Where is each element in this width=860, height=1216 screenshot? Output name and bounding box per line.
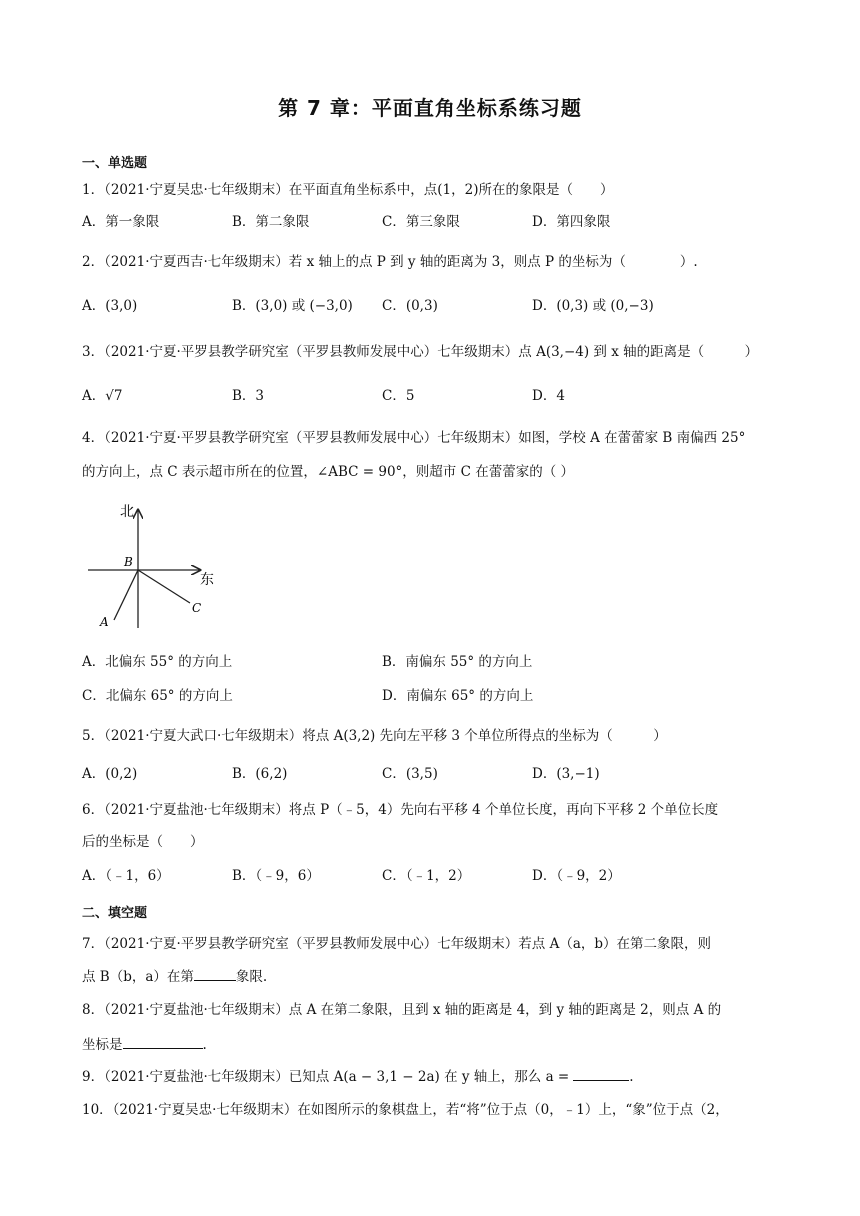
question-8-text-before-blank: 坐标是	[82, 1037, 123, 1053]
page-title: 第 7 章：平面直角坐标系练习题	[278, 96, 582, 120]
question-5-option-d: D．(3,−1)	[532, 766, 600, 782]
question-2-option-b: B．(3,0) 或 (−3,0)	[232, 298, 353, 314]
question-1-option-c: C．第三象限	[382, 214, 460, 230]
question-2-stem: 2．（2021·宁夏西吉·七年级期末）若 x 轴上的点 P 到 y 轴的距离为 3，则点 P 的坐标为（ ）.	[82, 254, 698, 270]
point-a-label: A	[100, 615, 109, 629]
question-3-option-b: B．3	[232, 388, 265, 404]
question-8-stem-line-2	[82, 1034, 207, 1055]
ray-ba	[114, 570, 138, 620]
question-3-option-a: A．√7	[82, 388, 123, 404]
question-1-stem: 1．（2021·宁夏吴忠·七年级期末）在平面直角坐标系中，点(1，2)所在的象限是（ ）	[82, 182, 614, 198]
question-7-stem-line-2	[82, 966, 267, 987]
question-8-answer-blank	[123, 1034, 203, 1049]
question-9-answer-blank	[573, 1066, 629, 1081]
question-7-text-before-blank: 点 B（b，a）在第	[82, 969, 194, 985]
question-4-option-c: C．北偏东 65° 的方向上	[82, 688, 233, 704]
direction-diagram	[82, 500, 232, 639]
question-1-option-d: D．第四象限	[532, 214, 611, 230]
section-heading-single-choice: 一、单选题	[82, 156, 148, 171]
question-6-stem-line-2: 后的坐标是（ ）	[82, 834, 204, 850]
question-5-option-b: B．(6,2)	[232, 766, 288, 782]
question-3-stem: 3．（2021·宁夏·平罗县教学研究室（平罗县教师发展中心）七年级期末）点 A(3,−4) 到 x 轴的距离是（ ）	[82, 344, 759, 360]
question-2-option-a: A．(3,0)	[82, 298, 138, 314]
question-2-option-c: C．(0,3)	[382, 298, 438, 314]
question-6-option-a: A．（﹣1，6）	[82, 868, 170, 884]
question-1-option-a: A．第一象限	[82, 214, 160, 230]
question-7-answer-blank	[194, 966, 236, 981]
question-4-stem-line-1: 4．（2021·宁夏·平罗县教学研究室（平罗县教师发展中心）七年级期末）如图，学校 A 在蕾蕾家 B 南偏西 25°	[82, 430, 746, 446]
question-5-stem: 5．（2021·宁夏大武口·七年级期末）将点 A(3,2) 先向左平移 3 个单位所得点的坐标为（ ）	[82, 728, 667, 744]
question-1-option-b: B．第二象限	[232, 214, 310, 230]
question-6-option-c: C．（﹣1，2）	[382, 868, 471, 884]
question-8-stem-line-1: 8．（2021·宁夏盐池·七年级期末）点 A 在第二象限，且到 x 轴的距离是 4，到 y 轴的距离是 2，则点 A 的	[82, 1002, 722, 1018]
question-5-option-c: C．(3,5)	[382, 766, 438, 782]
question-8-text-after-blank: .	[202, 1037, 207, 1053]
question-6-option-b: B．（﹣9，6）	[232, 868, 320, 884]
point-c-label: C	[192, 601, 202, 615]
section-heading-fill-blank: 二、填空题	[82, 906, 148, 921]
question-3-option-c: C．5	[382, 388, 415, 404]
point-b-label: B	[124, 555, 133, 569]
ray-bc	[138, 570, 190, 603]
question-3-option-d: D．4	[532, 388, 565, 404]
east-label: 东	[200, 572, 214, 588]
question-7-text-after-blank: 象限.	[235, 969, 268, 985]
question-4-option-a: A．北偏东 55° 的方向上	[82, 654, 233, 670]
question-4-stem-line-2: 的方向上，点 C 表示超市所在的位置，∠ABC = 90°，则超市 C 在蕾蕾家的（ ）	[82, 464, 574, 480]
question-6-option-d: D．（﹣9，2）	[532, 868, 621, 884]
question-10-stem: 10．（2021·宁夏吴忠·七年级期末）在如图所示的象棋盘上，若“将”位于点（0，﹣1）上，“象”位于点（2，	[82, 1102, 729, 1118]
question-9-text-after-blank: .	[629, 1069, 634, 1085]
question-9-text-before-blank: 9．（2021·宁夏盐池·七年级期末）已知点 A(a − 3,1 − 2a) 在 y 轴上，那么 a =	[82, 1069, 570, 1085]
question-5-option-a: A．(0,2)	[82, 766, 138, 782]
north-label: 北	[120, 504, 134, 520]
question-4-option-d: D．南偏东 65° 的方向上	[382, 688, 534, 704]
question-2-option-d: D．(0,3) 或 (0,−3)	[532, 298, 654, 314]
question-6-stem-line-1: 6．（2021·宁夏盐池·七年级期末）将点 P（﹣5，4）先向右平移 4 个单位长度，再向下平移 2 个单位长度	[82, 802, 719, 818]
question-9-stem	[82, 1066, 634, 1087]
question-4-option-b: B．南偏东 55° 的方向上	[382, 654, 533, 670]
question-7-stem-line-1: 7．（2021·宁夏·平罗县教学研究室（平罗县教师发展中心）七年级期末）若点 A（a，b）在第二象限，则	[82, 936, 712, 952]
